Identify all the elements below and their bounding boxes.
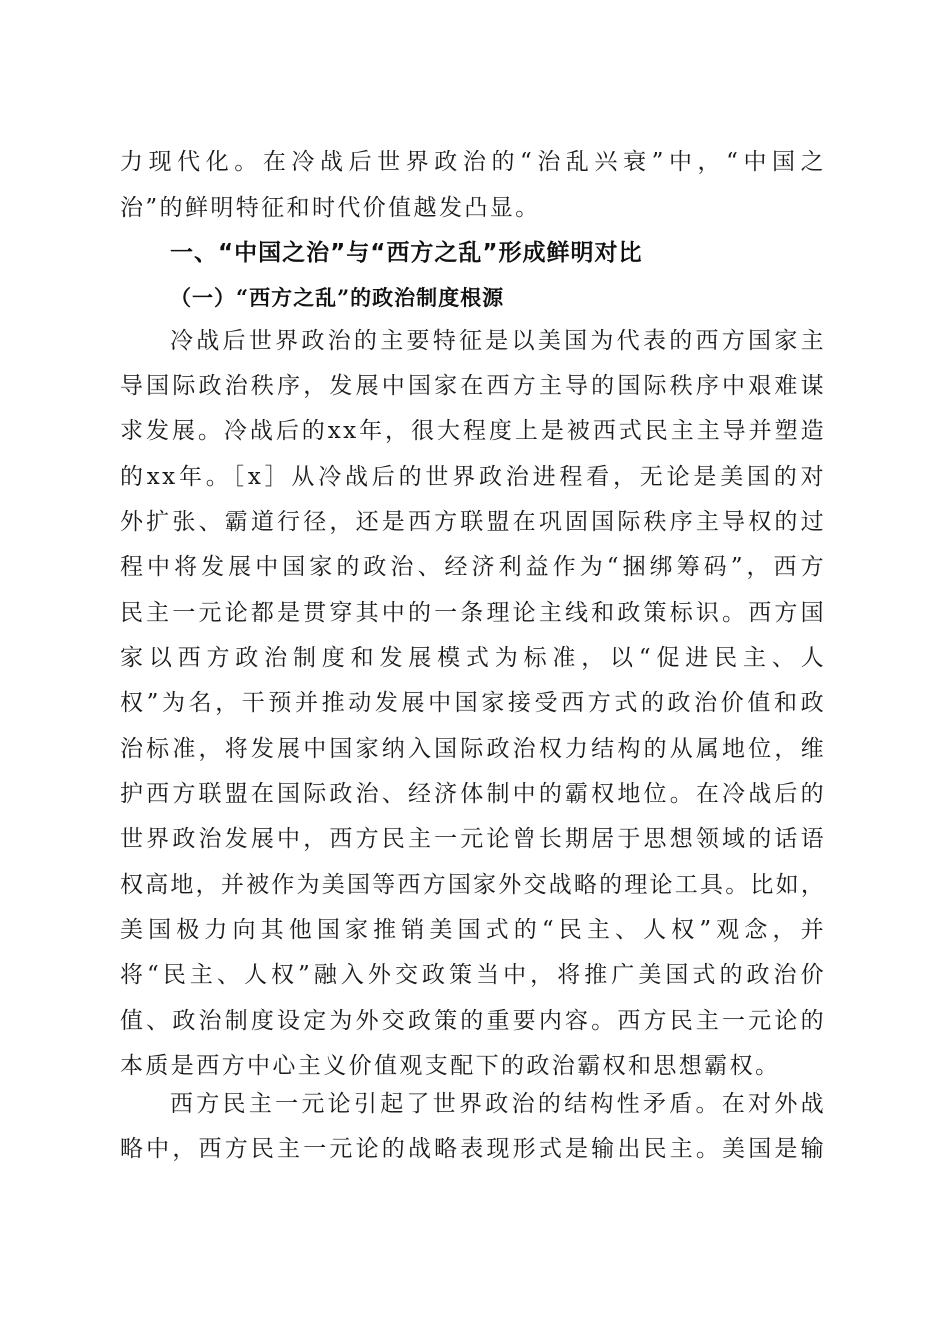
text-line: 民主一元论都是贯穿其中的一条理论主线和政策标识。西方国 [120, 600, 826, 626]
text-line: 程中将发展中国家的政治、经济利益作为“捆绑筹码”，西方 [120, 554, 826, 580]
subsection-heading: （一）“西方之乱”的政治制度根源 [170, 285, 505, 310]
text-line: 外扩张、霸道行径，还是西方联盟在巩固国际秩序主导权的过 [120, 509, 826, 535]
text-line: 导国际政治秩序，发展中国家在西方主导的国际秩序中艰难谋 [120, 373, 826, 399]
text-line: 治标准，将发展中国家纳入国际政治权力结构的从属地位，维 [120, 736, 826, 762]
text-line: 力现代化。在冷战后世界政治的“治乱兴衰”中，“中国之 [120, 149, 826, 175]
text-line: 权”为名，干预并推动发展中国家接受西方式的政治价值和政 [120, 690, 826, 716]
text-line: 的xx年。［x］从冷战后的世界政治进程看，无论是美国的对 [120, 464, 826, 490]
text-line: 西方民主一元论引起了世界政治的结构性矛盾。在对外战 [170, 1091, 826, 1117]
text-line: 本质是西方中心主义价值观支配下的政治霸权和思想霸权。 [120, 1053, 781, 1079]
text-line: 世界政治发展中，西方民主一元论曾长期居于思想领域的话语 [120, 826, 826, 852]
text-line: 求发展。冷战后的xx年，很大程度上是被西式民主主导并塑造 [120, 418, 826, 444]
text-line: 值、政治制度设定为外交政策的重要内容。西方民主一元论的 [120, 1008, 826, 1034]
text-line: 护西方联盟在国际政治、经济体制中的霸权地位。在冷战后的 [120, 781, 826, 807]
text-line: 美国极力向其他国家推销美国式的“民主、人权”观念，并 [120, 917, 826, 943]
text-line: 将“民主、人权”融入外交政策当中，将推广美国式的政治价 [120, 962, 826, 988]
text-line: 权高地，并被作为美国等西方国家外交战略的理论工具。比如， [120, 872, 826, 898]
section-heading: 一、“中国之治”与“西方之乱”形成鲜明对比 [170, 240, 643, 266]
text-line: 略中，西方民主一元论的战略表现形式是输出民主。美国是输 [120, 1136, 826, 1162]
text-line: 冷战后世界政治的主要特征是以美国为代表的西方国家主 [170, 328, 826, 354]
text-line: 家以西方政治制度和发展模式为标准，以“促进民主、人 [120, 645, 826, 671]
text-line: 治”的鲜明特征和时代价值越发凸显。 [120, 195, 541, 221]
